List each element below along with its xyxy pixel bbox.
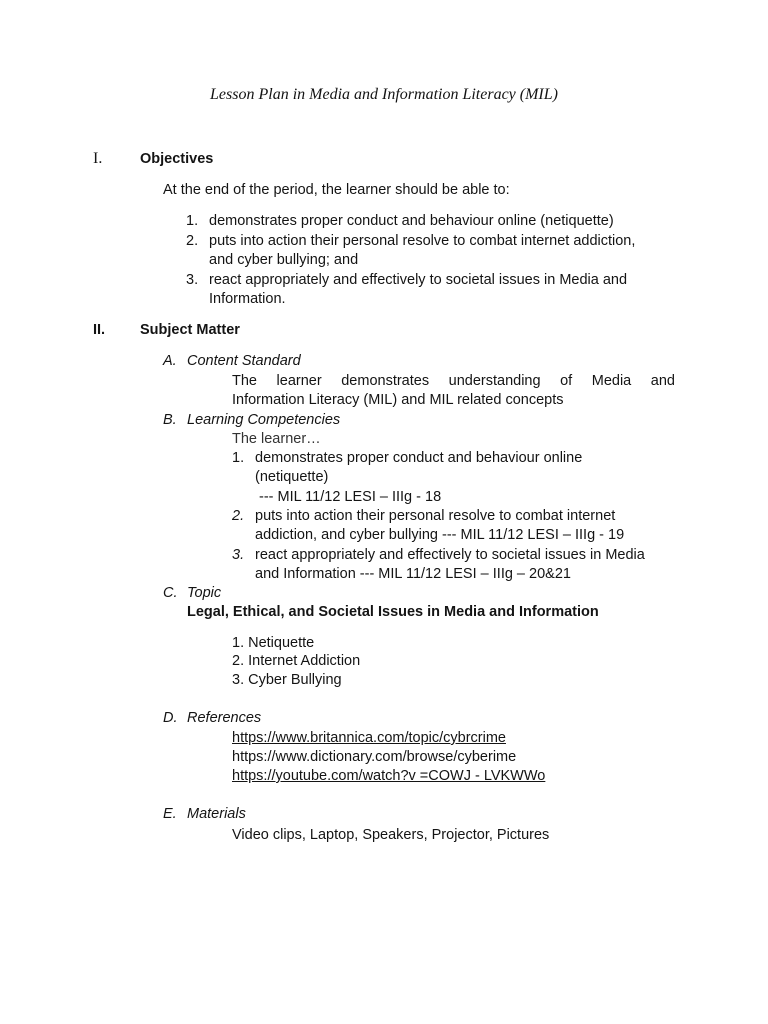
competency-3-line-1: react appropriately and effectively to societal issues in Media bbox=[255, 547, 645, 563]
references-letter: D. bbox=[163, 710, 178, 726]
subtopic-3: 3. Cyber Bullying bbox=[232, 672, 342, 688]
objective-1-number: 1. bbox=[186, 213, 199, 229]
competency-2-line-2: addiction, and cyber bullying --- MIL 11/12 LESI – IIIg - 19 bbox=[255, 527, 625, 543]
materials-text: Video clips, Laptop, Speakers, Projector, Pictures bbox=[232, 827, 550, 843]
objective-2-text-line-1: puts into action their personal resolve to combat internet addiction, bbox=[209, 233, 636, 249]
materials-label: Materials bbox=[187, 806, 246, 822]
page-title: Lesson Plan in Media and Information Literacy (MIL) bbox=[210, 86, 558, 103]
subtopic-2: 2. Internet Addiction bbox=[232, 653, 361, 669]
objective-3-number: 3. bbox=[186, 272, 199, 288]
competency-2-number: 2. bbox=[232, 508, 245, 524]
learning-competencies-label: Learning Competencies bbox=[187, 412, 341, 428]
objective-2-text-line-2: and cyber bullying; and bbox=[209, 252, 359, 268]
section-2-heading: Subject Matter bbox=[140, 322, 240, 338]
learning-competencies-lead: The learner… bbox=[232, 431, 321, 447]
section-1-intro: At the end of the period, the learner should be able to: bbox=[163, 182, 510, 198]
content-standard-line-1: The learner demonstrates understanding of Media and bbox=[232, 373, 675, 389]
reference-link-youtube[interactable]: https://youtube.com/watch?v =COWJ - LVKWWo bbox=[232, 768, 546, 784]
learning-competencies-letter: B. bbox=[163, 412, 177, 428]
competency-1-line-2: (netiquette) bbox=[255, 469, 329, 485]
content-standard-line-2: Information Literacy (MIL) and MIL related concepts bbox=[232, 392, 564, 408]
subtopic-1: 1. Netiquette bbox=[232, 635, 315, 651]
objective-3-text-line-2: Information. bbox=[209, 291, 286, 307]
competency-1-number: 1. bbox=[232, 450, 245, 466]
topic-label: Topic bbox=[187, 585, 222, 601]
competency-2-line-1: puts into action their personal resolve to combat internet bbox=[255, 508, 616, 524]
reference-link-dictionary[interactable]: https://www.dictionary.com/browse/cyberime bbox=[232, 749, 517, 765]
competency-1-code: --- MIL 11/12 LESI – IIIg - 18 bbox=[259, 489, 442, 505]
section-1-numeral: I. bbox=[93, 150, 103, 167]
content-standard-letter: A. bbox=[163, 353, 177, 369]
competency-1-line-1: demonstrates proper conduct and behaviour online bbox=[255, 450, 583, 466]
objective-1-text: demonstrates proper conduct and behaviour online (netiquette) bbox=[209, 213, 614, 229]
reference-link-britannica[interactable]: https://www.britannica.com/topic/cybrcrime bbox=[232, 730, 506, 746]
topic-title: Legal, Ethical, and Societal Issues in Media and Information bbox=[187, 604, 599, 620]
section-1-heading: Objectives bbox=[140, 151, 214, 167]
competency-3-line-2: and Information --- MIL 11/12 LESI – IIIg – 20&21 bbox=[255, 566, 571, 582]
objective-3-text-line-1: react appropriately and effectively to societal issues in Media and bbox=[209, 272, 628, 288]
content-standard-label: Content Standard bbox=[187, 353, 301, 369]
competency-3-number: 3. bbox=[232, 547, 245, 563]
topic-letter: C. bbox=[163, 585, 178, 601]
section-2-numeral: II. bbox=[93, 322, 106, 338]
references-label: References bbox=[187, 710, 262, 726]
materials-letter: E. bbox=[163, 806, 177, 822]
objective-2-number: 2. bbox=[186, 233, 199, 249]
